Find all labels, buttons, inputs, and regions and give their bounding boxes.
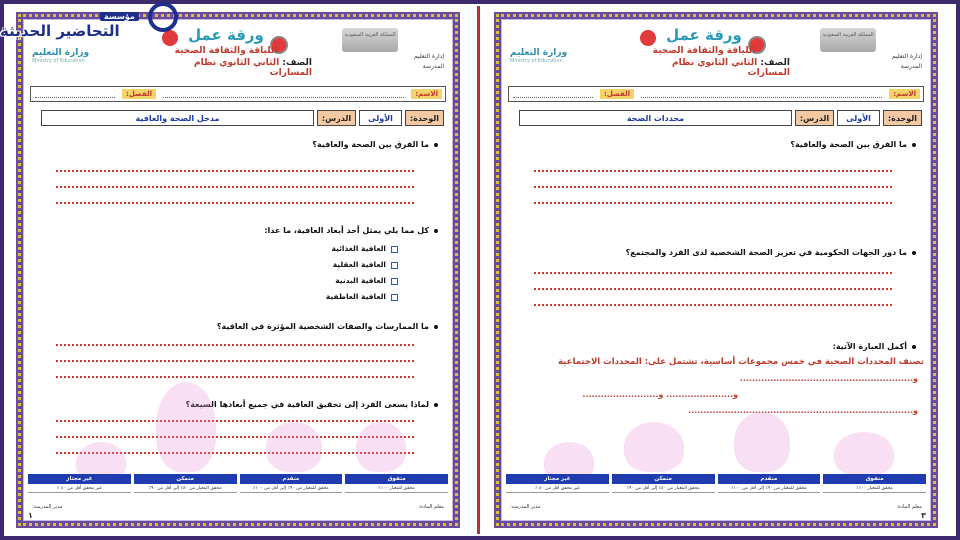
lesson-value: مدخل الصحة والعافية xyxy=(41,110,314,126)
header-fields: إدارة التعليم المدرسة xyxy=(414,53,444,70)
unit-value: الأولى xyxy=(359,110,402,126)
brand-top-text: مؤسسة xyxy=(100,12,139,21)
option-checkbox[interactable]: العافية العاطفية xyxy=(326,292,398,301)
lesson-value: محددات الصحة xyxy=(519,110,792,126)
worksheet-title: ورقة عمل xyxy=(666,26,742,44)
option-checkbox[interactable]: العافية العقلية xyxy=(333,260,398,269)
ministry-logo: وزارة التعليم Ministry of Education xyxy=(32,48,90,64)
sports-figure-image xyxy=(734,412,790,472)
unit-label: الوحدة: xyxy=(883,110,922,126)
answer-line[interactable] xyxy=(534,186,892,188)
name-bar xyxy=(508,86,924,102)
brand-logo xyxy=(0,0,190,46)
header-fields: إدارة التعليم المدرسة xyxy=(892,53,922,70)
unit-bar xyxy=(38,110,444,126)
question-2: كل مما يلي يمثل أحد أبعاد العافية، ما عدا: xyxy=(264,226,438,235)
fill-blank-2[interactable]: و...................... و......................... xyxy=(582,390,738,399)
rubric-table: متفوق محقق للمعيار ١٠٠٪ متقدم محقق للمعيار من ٩٠٪ إلى أقل من ١٠٠٪ متمكن محقق المعيار من ٨٠٪ إلى أقل من ٩٠٪ غير مجتاز غير محقق أقل من ٨٠ ٪ xyxy=(28,474,448,504)
class-field[interactable] xyxy=(35,90,115,98)
kingdom-logo: المملكة العربية السعودية xyxy=(342,28,398,52)
class-label: الفصل: xyxy=(122,89,156,99)
subject-title: اللياقة والثقافة الصحية xyxy=(652,46,756,56)
answer-line[interactable] xyxy=(534,202,892,204)
brand-icon xyxy=(148,2,178,32)
principal-signature: مدير المدرسة: xyxy=(510,504,541,510)
answer-line[interactable] xyxy=(56,170,414,172)
unit-bar xyxy=(516,110,922,126)
lesson-label: الدرس: xyxy=(795,110,834,126)
answer-line[interactable] xyxy=(534,288,892,290)
sheet-divider xyxy=(477,6,480,534)
fill-blank-1[interactable]: و......................................................... xyxy=(739,374,918,383)
worksheet-left xyxy=(16,12,460,528)
worksheet-header xyxy=(504,22,928,90)
answer-line[interactable] xyxy=(534,170,892,172)
sports-figure-image xyxy=(834,432,894,476)
name-field[interactable] xyxy=(641,90,882,98)
brand-main-text: التحاضير الحديثة xyxy=(0,22,120,40)
answer-line[interactable] xyxy=(56,186,414,188)
question-2: ما دور الجهات الحكومية في تعزيز الصحة الشخصية لدى الفرد والمجتمع؟ xyxy=(626,248,916,257)
answer-line[interactable] xyxy=(534,272,892,274)
unit-label: الوحدة: xyxy=(405,110,444,126)
answer-line[interactable] xyxy=(56,420,414,422)
sports-figure-image xyxy=(156,382,216,472)
class-label: الفصل: xyxy=(600,89,634,99)
answer-line[interactable] xyxy=(56,376,414,378)
teacher-signature: معلم المادة: xyxy=(896,504,922,510)
sports-figure-image xyxy=(266,422,322,472)
answer-line[interactable] xyxy=(56,344,414,346)
question-1: ما الفرق بين الصحة والعافية؟ xyxy=(312,140,438,149)
answer-line[interactable] xyxy=(56,202,414,204)
option-checkbox[interactable]: العافية البدنية xyxy=(335,276,398,285)
name-label: الاسم: xyxy=(411,89,442,99)
subject-title: اللياقة والثقافة الصحية xyxy=(174,46,278,56)
lesson-label: الدرس: xyxy=(317,110,356,126)
ministry-logo: وزارة التعليم Ministry of Education xyxy=(510,48,568,64)
worksheet-title: ورقة عمل xyxy=(188,26,264,44)
worksheet-right xyxy=(494,12,938,528)
class-field[interactable] xyxy=(513,90,593,98)
fill-blank-3[interactable]: و.......................................................................... xyxy=(688,406,918,415)
statement: تصنف المحددات الصحية في خمس مجموعات أساسية، تشتمل على: المحددات الاجتماعية xyxy=(558,357,924,367)
grade-line: الصف: الثاني الثانوي نظام المسارات xyxy=(672,58,790,78)
principal-signature: مدير المدرسة: xyxy=(32,504,63,510)
sports-figure-image xyxy=(624,422,684,472)
page-number: ٣ xyxy=(921,511,926,518)
grade-line: الصف: الثاني الثانوي نظام المسارات xyxy=(194,58,312,78)
name-label: الاسم: xyxy=(889,89,920,99)
rubric-table: متفوق محقق للمعيار ١٠٠٪ متقدم محقق للمعيار من ٩٠٪ إلى أقل من ١٠٠٪ متمكن محقق المعيار من ٨٠٪ إلى أقل من ٩٠٪ غير مجتاز غير محقق أقل من ٨٠ ٪ xyxy=(506,474,926,504)
signature-row xyxy=(32,504,444,514)
name-field[interactable] xyxy=(163,90,404,98)
teacher-signature: معلم المادة: xyxy=(418,504,444,510)
question-3: أكمل العبارة الآتية: xyxy=(833,342,916,351)
question-3: ما الممارسات والصفات الشخصية المؤثرة في العافية؟ xyxy=(217,322,438,331)
question-1: ما الفرق بين الصحة والعافية؟ xyxy=(790,140,916,149)
answer-line[interactable] xyxy=(56,360,414,362)
question-4: لماذا يسعى الفرد إلى تحقيق العافية في جميع أبعادها السبعة؟ xyxy=(186,400,438,409)
sports-figure-image xyxy=(356,422,406,472)
kingdom-logo: المملكة العربية السعودية xyxy=(820,28,876,52)
option-checkbox[interactable]: العافية الغذائية xyxy=(331,244,398,253)
answer-line[interactable] xyxy=(534,304,892,306)
signature-row xyxy=(510,504,922,514)
page-number: ١ xyxy=(28,511,33,518)
unit-value: الأولى xyxy=(837,110,880,126)
name-bar xyxy=(30,86,446,102)
